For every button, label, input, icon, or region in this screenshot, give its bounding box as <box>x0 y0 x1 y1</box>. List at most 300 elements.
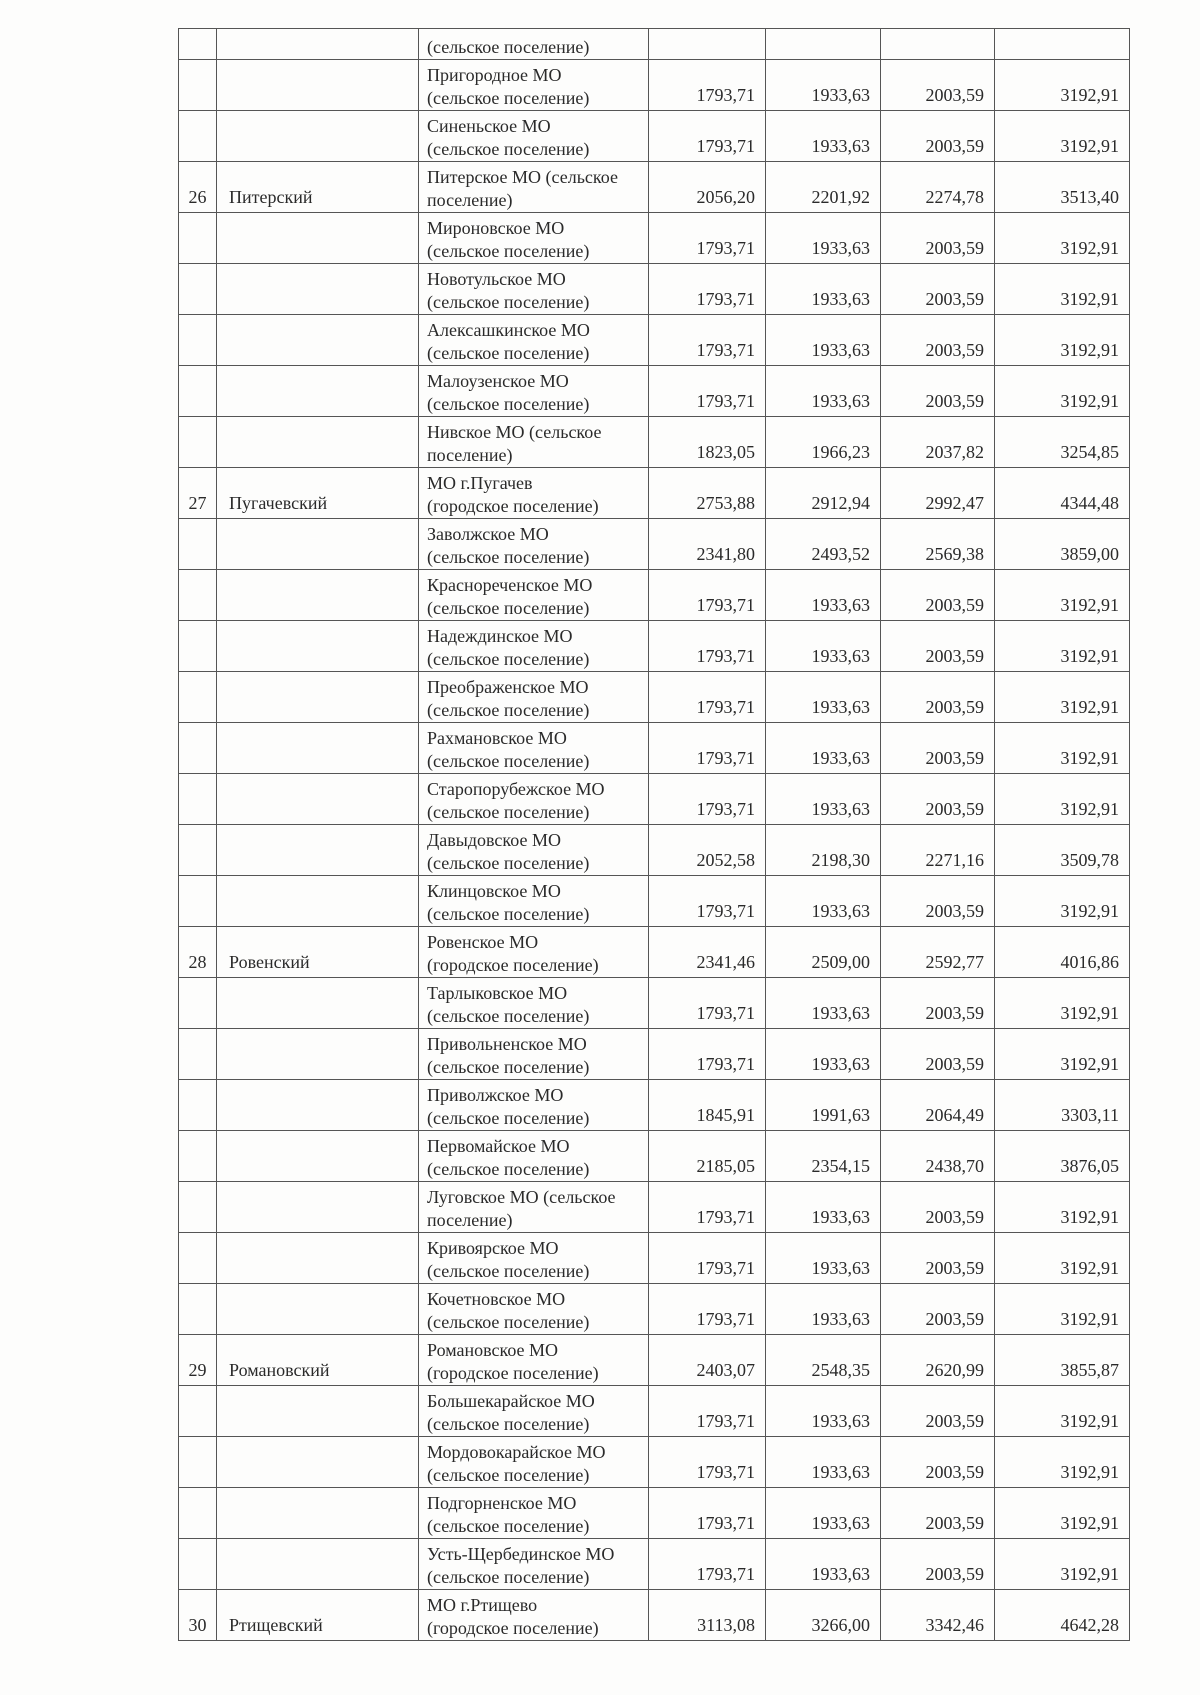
value-cell: 3859,00 <box>995 519 1130 570</box>
municipality-line: Давыдовское МО <box>427 830 561 850</box>
value-cell: 1793,71 <box>649 876 766 927</box>
value-cell: 3192,91 <box>995 1386 1130 1437</box>
table-row <box>179 1029 1130 1080</box>
table-row <box>179 978 1130 1029</box>
value-cell: 1933,63 <box>766 1029 881 1080</box>
value-cell: 1793,71 <box>649 1437 766 1488</box>
value-cell: 1793,71 <box>649 1488 766 1539</box>
value-cell: 1793,71 <box>649 1029 766 1080</box>
row-number-cell <box>179 1182 217 1233</box>
district-cell <box>217 672 419 723</box>
municipality-cell <box>419 1029 649 1080</box>
value-cell: 2569,38 <box>881 519 995 570</box>
value-cell: 3254,85 <box>995 417 1130 468</box>
row-number-cell <box>179 213 217 264</box>
municipality-cell <box>419 213 649 264</box>
municipality-line: Клинцовское МО <box>427 881 561 901</box>
district-cell <box>217 519 419 570</box>
row-number-cell <box>179 60 217 111</box>
district-cell <box>217 1437 419 1488</box>
municipality-cell <box>419 570 649 621</box>
municipality-line: Преображенское МО <box>427 677 589 697</box>
value-cell <box>649 29 766 60</box>
row-number-cell: 28 <box>179 927 217 978</box>
value-cell: 1793,71 <box>649 264 766 315</box>
municipality-line: (сельское поселение) <box>427 751 590 771</box>
row-number-cell <box>179 519 217 570</box>
district-cell <box>217 315 419 366</box>
row-number-cell: 26 <box>179 162 217 213</box>
value-cell: 2341,80 <box>649 519 766 570</box>
municipality-line: Кочетновское МО <box>427 1289 566 1309</box>
district-cell <box>217 1080 419 1131</box>
district-cell <box>217 876 419 927</box>
value-cell: 2198,30 <box>766 825 881 876</box>
value-cell: 2003,59 <box>881 1437 995 1488</box>
district-cell <box>217 29 419 60</box>
value-cell: 2003,59 <box>881 111 995 162</box>
value-cell: 1933,63 <box>766 723 881 774</box>
municipality-cell <box>419 825 649 876</box>
value-cell: 1933,63 <box>766 1284 881 1335</box>
municipality-cell <box>419 1182 649 1233</box>
value-cell: 1793,71 <box>649 570 766 621</box>
district-cell <box>217 1539 419 1590</box>
value-cell: 4344,48 <box>995 468 1130 519</box>
table-row <box>179 1233 1130 1284</box>
value-cell: 3192,91 <box>995 60 1130 111</box>
value-cell: 2037,82 <box>881 417 995 468</box>
value-cell: 3509,78 <box>995 825 1130 876</box>
district-cell <box>217 1386 419 1437</box>
municipality-line: (сельское поселение) <box>427 1312 590 1332</box>
municipality-cell <box>419 162 649 213</box>
district-cell: Романовский <box>217 1335 419 1386</box>
municipality-line: Первомайское МО <box>427 1136 570 1156</box>
table-row <box>179 1080 1130 1131</box>
value-cell: 3192,91 <box>995 570 1130 621</box>
value-cell: 1933,63 <box>766 672 881 723</box>
value-cell: 3513,40 <box>995 162 1130 213</box>
municipality-line: (городское поселение) <box>427 1363 599 1383</box>
district-cell: Пугачевский <box>217 468 419 519</box>
value-cell: 3192,91 <box>995 1029 1130 1080</box>
value-cell: 4642,28 <box>995 1590 1130 1641</box>
value-cell: 1793,71 <box>649 1386 766 1437</box>
district-cell <box>217 1029 419 1080</box>
municipality-cell <box>419 978 649 1029</box>
value-cell: 3192,91 <box>995 774 1130 825</box>
table-row <box>179 468 1130 519</box>
value-cell: 3192,91 <box>995 1233 1130 1284</box>
value-cell: 3342,46 <box>881 1590 995 1641</box>
district-cell <box>217 111 419 162</box>
value-cell: 3113,08 <box>649 1590 766 1641</box>
municipality-line: (сельское поселение) <box>427 394 590 414</box>
district-cell: Ртищевский <box>217 1590 419 1641</box>
value-cell: 3192,91 <box>995 876 1130 927</box>
row-number-cell: 27 <box>179 468 217 519</box>
municipality-line: Старопорубежское МО <box>427 779 605 799</box>
value-cell: 2064,49 <box>881 1080 995 1131</box>
district-cell: Ровенский <box>217 927 419 978</box>
municipality-line: (городское поселение) <box>427 955 599 975</box>
table-row <box>179 519 1130 570</box>
municipality-cell <box>419 519 649 570</box>
value-cell: 2912,94 <box>766 468 881 519</box>
value-cell: 1933,63 <box>766 876 881 927</box>
row-number-cell <box>179 876 217 927</box>
value-cell: 3192,91 <box>995 621 1130 672</box>
row-number-cell: 30 <box>179 1590 217 1641</box>
row-number-cell <box>179 1080 217 1131</box>
municipality-cell <box>419 1284 649 1335</box>
municipality-cell <box>419 672 649 723</box>
value-cell: 2271,16 <box>881 825 995 876</box>
table-row <box>179 1284 1130 1335</box>
value-cell: 1933,63 <box>766 774 881 825</box>
municipality-line: (сельское поселение) <box>427 802 590 822</box>
district-cell <box>217 417 419 468</box>
value-cell: 3876,05 <box>995 1131 1130 1182</box>
municipality-line: МО г.Пугачев <box>427 473 533 493</box>
municipality-line: (сельское поселение) <box>427 547 590 567</box>
municipality-line: МО г.Ртищево <box>427 1595 538 1615</box>
value-cell: 2003,59 <box>881 621 995 672</box>
municipality-cell <box>419 111 649 162</box>
municipality-line: (городское поселение) <box>427 1618 599 1638</box>
value-cell: 3192,91 <box>995 1437 1130 1488</box>
municipality-line: (сельское поселение) <box>427 88 590 108</box>
municipality-line: Алексашкинское МО <box>427 320 590 340</box>
municipality-line: (сельское поселение) <box>427 700 590 720</box>
municipality-line: Подгорненское МО <box>427 1493 577 1513</box>
municipality-line: Романовское МО <box>427 1340 559 1360</box>
value-cell: 1933,63 <box>766 1386 881 1437</box>
table-row <box>179 264 1130 315</box>
municipality-line: (сельское поселение) <box>427 904 590 924</box>
value-cell: 2003,59 <box>881 876 995 927</box>
value-cell: 2056,20 <box>649 162 766 213</box>
value-cell: 1933,63 <box>766 315 881 366</box>
municipality-line: (сельское поселение) <box>427 1057 590 1077</box>
value-cell: 1793,71 <box>649 366 766 417</box>
value-cell: 2003,59 <box>881 1233 995 1284</box>
value-cell <box>766 29 881 60</box>
table-row <box>179 825 1130 876</box>
municipality-line: (сельское поселение) <box>427 1261 590 1281</box>
municipality-line: (сельское поселение) <box>427 853 590 873</box>
value-cell: 3192,91 <box>995 1284 1130 1335</box>
value-cell: 2003,59 <box>881 774 995 825</box>
value-cell: 1793,71 <box>649 978 766 1029</box>
value-cell: 1793,71 <box>649 621 766 672</box>
value-cell: 3192,91 <box>995 315 1130 366</box>
district-cell <box>217 978 419 1029</box>
value-cell: 1793,71 <box>649 60 766 111</box>
value-cell: 1933,63 <box>766 366 881 417</box>
municipality-cell <box>419 876 649 927</box>
municipality-line: Большекарайское МО <box>427 1391 595 1411</box>
municipality-line: (сельское поселение) <box>427 1567 590 1587</box>
value-cell: 2620,99 <box>881 1335 995 1386</box>
municipality-line: Приволжское МО <box>427 1085 564 1105</box>
municipality-cell <box>419 60 649 111</box>
district-cell <box>217 774 419 825</box>
value-cell: 1966,23 <box>766 417 881 468</box>
municipality-line: Пригородное МО <box>427 65 562 85</box>
municipality-line: (сельское поселение) <box>427 1006 590 1026</box>
value-cell: 1845,91 <box>649 1080 766 1131</box>
municipality-line: поселение) <box>427 190 513 210</box>
row-number-cell <box>179 1488 217 1539</box>
table-row <box>179 927 1130 978</box>
value-cell: 1793,71 <box>649 1233 766 1284</box>
value-cell: 2003,59 <box>881 213 995 264</box>
district-cell <box>217 1488 419 1539</box>
value-cell: 1933,63 <box>766 1539 881 1590</box>
municipality-cell <box>419 621 649 672</box>
value-cell: 2753,88 <box>649 468 766 519</box>
municipality-line: Заволжское МО <box>427 524 549 544</box>
value-cell: 2992,47 <box>881 468 995 519</box>
municipality-cell <box>419 1131 649 1182</box>
municipality-cell <box>419 927 649 978</box>
value-cell: 2003,59 <box>881 978 995 1029</box>
value-cell: 1793,71 <box>649 1182 766 1233</box>
district-cell <box>217 60 419 111</box>
value-cell: 3192,91 <box>995 111 1130 162</box>
value-cell: 3192,91 <box>995 366 1130 417</box>
value-cell: 1933,63 <box>766 1437 881 1488</box>
value-cell: 1793,71 <box>649 315 766 366</box>
district-cell <box>217 1182 419 1233</box>
municipality-line: Тарлыковское МО <box>427 983 568 1003</box>
municipality-line: (сельское поселение) <box>427 241 590 261</box>
municipality-line: Нивское МО (сельское <box>427 422 602 442</box>
value-cell: 2003,59 <box>881 1182 995 1233</box>
table-row <box>179 417 1130 468</box>
municipality-line: поселение) <box>427 445 513 465</box>
district-cell <box>217 570 419 621</box>
district-cell <box>217 1233 419 1284</box>
table-row <box>179 774 1130 825</box>
municipality-cell <box>419 315 649 366</box>
value-cell: 3192,91 <box>995 978 1130 1029</box>
value-cell: 2003,59 <box>881 1539 995 1590</box>
municipality-line: (сельское поселение) <box>427 649 590 669</box>
value-cell: 3192,91 <box>995 1182 1130 1233</box>
value-cell: 1793,71 <box>649 1284 766 1335</box>
municipality-line: (сельское поселение) <box>427 343 590 363</box>
municipality-line: (городское поселение) <box>427 496 599 516</box>
row-number-cell <box>179 1131 217 1182</box>
municipality-line: (сельское поселение) <box>427 292 590 312</box>
value-cell: 1933,63 <box>766 60 881 111</box>
municipality-cell <box>419 417 649 468</box>
municipality-line: поселение) <box>427 1210 513 1230</box>
district-cell <box>217 723 419 774</box>
value-cell: 2003,59 <box>881 570 995 621</box>
municipality-line: (сельское поселение) <box>427 1465 590 1485</box>
row-number-cell <box>179 1437 217 1488</box>
municipality-cell <box>419 1539 649 1590</box>
municipality-cell <box>419 1335 649 1386</box>
table-row <box>179 213 1130 264</box>
table-row <box>179 723 1130 774</box>
district-cell <box>217 825 419 876</box>
table-body <box>179 29 1130 1641</box>
municipality-line: Мордовокарайское МО <box>427 1442 606 1462</box>
row-number-cell <box>179 1539 217 1590</box>
row-number-cell <box>179 723 217 774</box>
municipality-line: Усть-Щербединское МО <box>427 1544 615 1564</box>
table-row <box>179 162 1130 213</box>
district-cell <box>217 621 419 672</box>
row-number-cell <box>179 111 217 162</box>
table-row <box>179 876 1130 927</box>
value-cell: 2052,58 <box>649 825 766 876</box>
row-number-cell <box>179 1284 217 1335</box>
municipality-line: Малоузенское МО <box>427 371 569 391</box>
municipality-line: Краснореченское МО <box>427 575 593 595</box>
municipality-line: Мироновское МО <box>427 218 565 238</box>
municipality-line: (сельское поселение) <box>427 598 590 618</box>
municipality-line: Привольненское МО <box>427 1034 587 1054</box>
value-cell: 1933,63 <box>766 111 881 162</box>
value-cell: 3855,87 <box>995 1335 1130 1386</box>
municipality-line: Луговское МО (сельское <box>427 1187 616 1207</box>
row-number-cell <box>179 417 217 468</box>
value-cell: 2438,70 <box>881 1131 995 1182</box>
value-cell: 2003,59 <box>881 672 995 723</box>
value-cell: 1933,63 <box>766 570 881 621</box>
table-row <box>179 621 1130 672</box>
value-cell: 2493,52 <box>766 519 881 570</box>
value-cell: 1933,63 <box>766 213 881 264</box>
value-cell: 1793,71 <box>649 111 766 162</box>
municipality-cell <box>419 774 649 825</box>
municipality-line: (сельское поселение) <box>427 1108 590 1128</box>
value-cell: 2003,59 <box>881 60 995 111</box>
table-row <box>179 672 1130 723</box>
value-cell: 2003,59 <box>881 723 995 774</box>
district-cell: Питерский <box>217 162 419 213</box>
municipality-cell <box>419 29 649 60</box>
district-cell <box>217 264 419 315</box>
value-cell: 1933,63 <box>766 264 881 315</box>
value-cell: 3192,91 <box>995 1488 1130 1539</box>
value-cell: 2003,59 <box>881 366 995 417</box>
municipality-line: Надеждинское МО <box>427 626 573 646</box>
municipality-cell <box>419 1080 649 1131</box>
district-cell <box>217 1131 419 1182</box>
value-cell: 2274,78 <box>881 162 995 213</box>
value-cell: 2403,07 <box>649 1335 766 1386</box>
value-cell: 1793,71 <box>649 723 766 774</box>
value-cell: 1933,63 <box>766 1182 881 1233</box>
table-row <box>179 366 1130 417</box>
table-row <box>179 1131 1130 1182</box>
value-cell: 1793,71 <box>649 213 766 264</box>
table-row <box>179 60 1130 111</box>
municipality-cell <box>419 468 649 519</box>
municipality-line: Кривоярское МО <box>427 1238 559 1258</box>
row-number-cell <box>179 366 217 417</box>
municipality-cell <box>419 1488 649 1539</box>
row-number-cell <box>179 621 217 672</box>
municipality-line: Новотульское МО <box>427 269 566 289</box>
table-row <box>179 1182 1130 1233</box>
value-cell: 2003,59 <box>881 1029 995 1080</box>
municipality-cell <box>419 1386 649 1437</box>
value-cell: 2003,59 <box>881 1386 995 1437</box>
municipality-line: (сельское поселение) <box>427 139 590 159</box>
value-cell: 1933,63 <box>766 621 881 672</box>
table-row <box>179 1539 1130 1590</box>
municipality-line: Ровенское МО <box>427 932 539 952</box>
municipality-line: (сельское поселение) <box>427 1516 590 1536</box>
table-row <box>179 111 1130 162</box>
table-row <box>179 1488 1130 1539</box>
row-number-cell <box>179 264 217 315</box>
district-cell <box>217 213 419 264</box>
value-cell: 2003,59 <box>881 1284 995 1335</box>
value-cell: 2341,46 <box>649 927 766 978</box>
value-cell: 4016,86 <box>995 927 1130 978</box>
value-cell: 2592,77 <box>881 927 995 978</box>
table-row <box>179 1590 1130 1641</box>
district-cell <box>217 1284 419 1335</box>
value-cell: 3192,91 <box>995 672 1130 723</box>
row-number-cell <box>179 825 217 876</box>
row-number-cell <box>179 1029 217 1080</box>
row-number-cell <box>179 1386 217 1437</box>
value-cell: 2201,92 <box>766 162 881 213</box>
value-cell: 3303,11 <box>995 1080 1130 1131</box>
value-cell: 1793,71 <box>649 672 766 723</box>
municipality-line: (сельское поселение) <box>427 37 590 57</box>
table-row <box>179 1437 1130 1488</box>
row-number-cell <box>179 315 217 366</box>
row-number-cell <box>179 774 217 825</box>
value-cell <box>995 29 1130 60</box>
value-cell: 2354,15 <box>766 1131 881 1182</box>
municipality-line: (сельское поселение) <box>427 1414 590 1434</box>
value-cell: 2185,05 <box>649 1131 766 1182</box>
municipality-cell <box>419 1233 649 1284</box>
value-cell: 2003,59 <box>881 315 995 366</box>
municipality-cell <box>419 723 649 774</box>
table-row <box>179 570 1130 621</box>
district-cell <box>217 366 419 417</box>
value-cell: 3192,91 <box>995 1539 1130 1590</box>
row-number-cell <box>179 29 217 60</box>
value-cell: 1823,05 <box>649 417 766 468</box>
value-cell: 1933,63 <box>766 978 881 1029</box>
municipality-line: Синеньское МО <box>427 116 551 136</box>
row-number-cell <box>179 978 217 1029</box>
value-cell: 2003,59 <box>881 1488 995 1539</box>
value-cell: 3192,91 <box>995 264 1130 315</box>
municipality-line: (сельское поселение) <box>427 1159 590 1179</box>
value-cell: 1793,71 <box>649 1539 766 1590</box>
value-cell: 3192,91 <box>995 213 1130 264</box>
municipality-line: Рахмановское МО <box>427 728 567 748</box>
value-cell: 3192,91 <box>995 723 1130 774</box>
row-number-cell <box>179 672 217 723</box>
tariff-table <box>178 28 1130 1641</box>
